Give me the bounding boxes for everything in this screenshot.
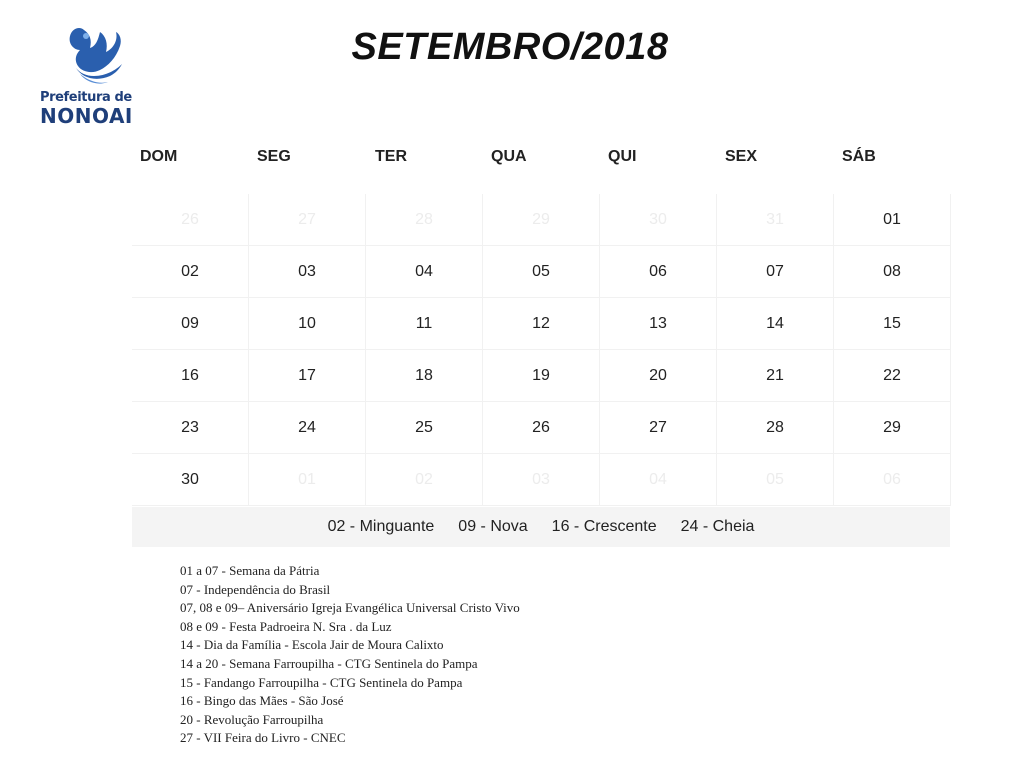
- calendar-day: 11: [366, 298, 483, 350]
- event-item: 15 - Fandango Farroupilha - CTG Sentinela do Pampa: [180, 674, 463, 690]
- weekday-dom: DOM: [140, 148, 178, 165]
- calendar-day: 05: [483, 246, 600, 298]
- calendar-day: 25: [366, 402, 483, 454]
- calendar-day-outside: 06: [834, 454, 951, 506]
- calendar-day: 12: [483, 298, 600, 350]
- calendar-day: 16: [132, 350, 249, 402]
- calendar-day-outside: 27: [249, 194, 366, 246]
- calendar-day-outside: 26: [132, 194, 249, 246]
- calendar-day: 09: [132, 298, 249, 350]
- weekday-qui: QUI: [608, 148, 637, 165]
- moon-phase: 02 - Minguante: [327, 518, 435, 535]
- calendar-day: 23: [132, 402, 249, 454]
- event-item: 01 a 07 - Semana da Pátria: [180, 563, 320, 578]
- calendar-day: 19: [483, 350, 600, 402]
- event-item: 07, 08 e 09– Aniversário Igreja Evangélica Universal Cristo Vivo: [180, 600, 520, 616]
- weekday-qua: QUA: [491, 148, 527, 165]
- event-item: 14 - Dia da Família - Escola Jair de Moura Calixto: [180, 637, 444, 653]
- moon-phases-bar: [132, 507, 950, 547]
- calendar-day: 15: [834, 298, 951, 350]
- calendar-day-outside: 28: [366, 194, 483, 246]
- calendar-day: 07: [717, 246, 834, 298]
- calendar-day: 21: [717, 350, 834, 402]
- calendar-grid: [132, 194, 952, 506]
- calendar-day: 02: [132, 246, 249, 298]
- calendar-day: 28: [717, 402, 834, 454]
- calendar-day: 10: [249, 298, 366, 350]
- calendar-day: 13: [600, 298, 717, 350]
- calendar-day-outside: 05: [717, 454, 834, 506]
- bird-hand-icon: [62, 24, 126, 90]
- calendar-day: 22: [834, 350, 951, 402]
- calendar-day: 30: [132, 454, 249, 506]
- weekday-sex: SEX: [725, 148, 758, 165]
- weekday-ter: TER: [375, 148, 407, 165]
- event-item: 20 - Revolução Farroupilha: [180, 711, 324, 727]
- calendar-day-outside: 03: [483, 454, 600, 506]
- calendar-day: 18: [366, 350, 483, 402]
- page-title: SETEMBRO/2018: [351, 26, 669, 68]
- event-item: 16 - Bingo das Mães - São José: [180, 693, 344, 709]
- calendar-day: 08: [834, 246, 951, 298]
- calendar-day: 04: [366, 246, 483, 298]
- calendar-day-outside: 29: [483, 194, 600, 246]
- moon-phase: 09 - Nova: [458, 518, 528, 535]
- calendar-day-outside: 02: [366, 454, 483, 506]
- event-item: 27 - VII Feira do Livro - CNEC: [180, 730, 346, 746]
- calendar-day-outside: 31: [717, 194, 834, 246]
- logo: [36, 24, 136, 128]
- calendar-day: 20: [600, 350, 717, 402]
- calendar-day-outside: 01: [249, 454, 366, 506]
- weekday-sab: SÁB: [842, 148, 876, 165]
- event-item: 14 a 20 - Semana Farroupilha - CTG Sentinela do Pampa: [180, 655, 478, 671]
- calendar-day: 03: [249, 246, 366, 298]
- calendar-day: 24: [249, 402, 366, 454]
- event-item: 08 e 09 - Festa Padroeira N. Sra . da Luz: [180, 618, 392, 634]
- moon-phase: 24 - Cheia: [680, 518, 755, 535]
- moon-phase: 16 - Crescente: [551, 518, 657, 535]
- calendar-day: 26: [483, 402, 600, 454]
- calendar-day-outside: 30: [600, 194, 717, 246]
- logo-line2: NONOAI: [40, 104, 133, 128]
- calendar-day: 17: [249, 350, 366, 402]
- weekday-header: [132, 148, 952, 170]
- event-item: 07 - Independência do Brasil: [180, 581, 331, 597]
- calendar-day: 14: [717, 298, 834, 350]
- calendar-day: 06: [600, 246, 717, 298]
- calendar-day-outside: 04: [600, 454, 717, 506]
- calendar-day: 01: [834, 194, 951, 246]
- calendar-day: 27: [600, 402, 717, 454]
- calendar-day: 29: [834, 402, 951, 454]
- weekday-seg: SEG: [257, 148, 291, 165]
- logo-line1: Prefeitura de: [40, 90, 132, 105]
- events-list: [180, 562, 740, 748]
